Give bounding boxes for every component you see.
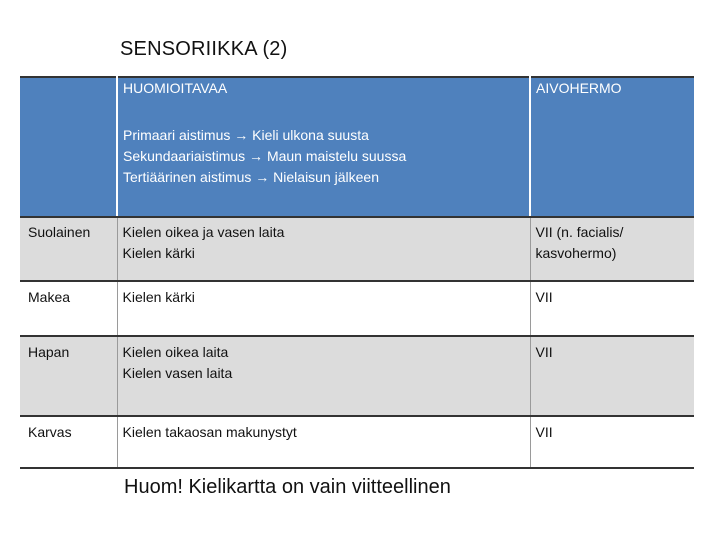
- header-empty-cell: [20, 77, 117, 217]
- notes-line: Kielen takaosan makunystyt: [122, 424, 297, 440]
- nerve-line: VII: [535, 289, 553, 305]
- slide-title: SENSORIIKKA (2): [120, 38, 288, 60]
- nerve-cell: [530, 416, 694, 468]
- header-sub-line: Tertiäärinen aistimus → Nielaisun jälkeen: [123, 169, 380, 185]
- nerve-cell: [530, 217, 694, 281]
- taste-cell: Karvas: [20, 416, 117, 468]
- taste-cell: Suolainen: [20, 217, 117, 281]
- nerve-line: VII: [535, 424, 553, 440]
- header-sub-line: Sekundaariaistimus → Maun maistelu suussa: [123, 148, 407, 164]
- notes-cell: [117, 416, 530, 468]
- header-notes-label: HUOMIOITAVAA: [123, 80, 228, 96]
- header-sub-line: Primaari aistimus → Kieli ulkona suusta: [123, 127, 369, 143]
- header-cell-notes: [117, 77, 530, 217]
- nerve-cell: [530, 336, 694, 416]
- table-row: [20, 336, 694, 416]
- notes-line: Kielen vasen laita: [122, 365, 233, 381]
- table-header-row: [20, 77, 694, 217]
- nerve-line: kasvohermo): [535, 245, 617, 261]
- taste-cell: Hapan: [20, 336, 117, 416]
- nerve-line: VII (n. facialis/: [535, 224, 624, 240]
- notes-line: Kielen kärki: [122, 245, 195, 261]
- header-cell-nerve: AIVOHERMO: [530, 77, 694, 217]
- notes-line: Kielen oikea ja vasen laita: [122, 224, 285, 240]
- taste-table: [20, 76, 694, 469]
- table-row: [20, 217, 694, 281]
- notes-line: Kielen oikea laita: [122, 344, 229, 360]
- notes-cell: [117, 336, 530, 416]
- taste-cell: Makea: [20, 281, 117, 336]
- notes-line: Kielen kärki: [122, 289, 195, 305]
- header-sub-lines: [123, 125, 529, 188]
- footnote: Huom! Kielikartta on vain viitteellinen: [124, 476, 451, 498]
- nerve-line: VII: [535, 344, 553, 360]
- table-row: [20, 281, 694, 336]
- notes-cell: [117, 281, 530, 336]
- nerve-cell: [530, 281, 694, 336]
- table-row: [20, 416, 694, 468]
- notes-cell: [117, 217, 530, 281]
